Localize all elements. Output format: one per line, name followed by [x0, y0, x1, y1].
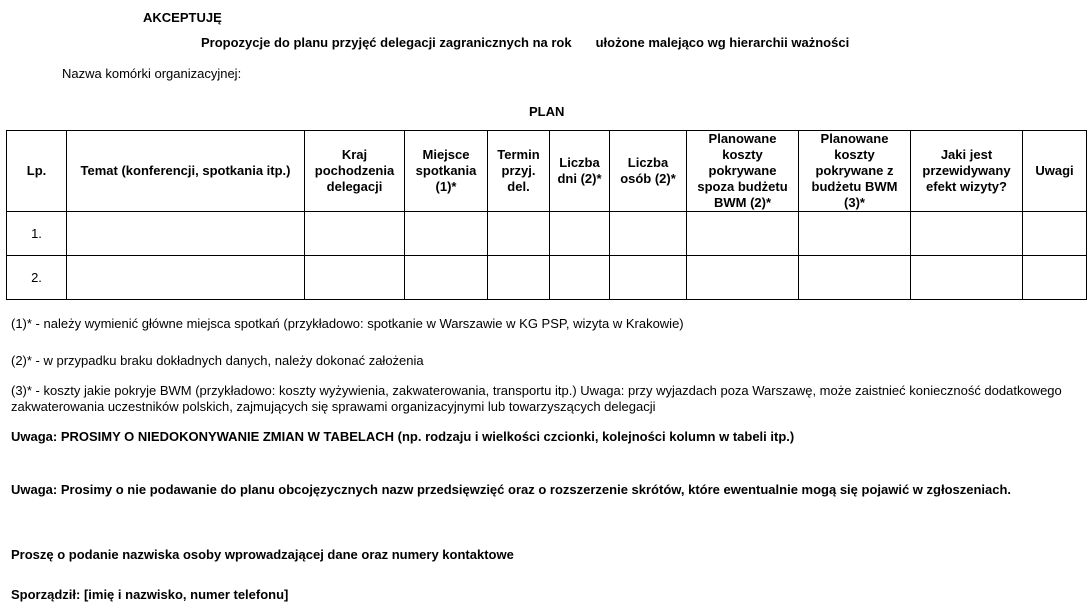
- col-header-lp: Lp.: [7, 131, 67, 212]
- footnote-2: (2)* - w przypadku braku dokładnych danych, należy dokonać założenia: [11, 353, 424, 368]
- footnote-3: (3)* - koszty jakie pokryje BWM (przykładowo: koszty wyżywienia, zakwaterowania, transportu itp.) Uwaga: przy wyjazdach poza Warszawę, może zaistnieć konieczność dodatkowego zakwaterowania uczestników polskich, zajmujących się sprawami organizacyjnymi lub towarzyszących delegacji: [11, 383, 1062, 414]
- cell-effect[interactable]: [911, 256, 1023, 300]
- cell-days[interactable]: [550, 212, 610, 256]
- table-header-row: [7, 131, 1087, 212]
- cell-date[interactable]: [488, 212, 550, 256]
- cell-topic[interactable]: [67, 256, 305, 300]
- table-row: [7, 256, 1087, 300]
- cell-country[interactable]: [305, 212, 405, 256]
- col-header-place: Miejsce spotkania (1)*: [405, 131, 488, 212]
- col-header-remarks: Uwagi: [1023, 131, 1087, 212]
- document-subtitle: [201, 35, 849, 50]
- col-header-persons: Liczba osób (2)*: [610, 131, 687, 212]
- cell-remarks[interactable]: [1023, 212, 1087, 256]
- col-header-days: Liczba dni (2)*: [550, 131, 610, 212]
- cell-costs-outside[interactable]: [687, 256, 799, 300]
- warning-no-foreign-names: Uwaga: Prosimy o nie podawanie do planu obcojęzycznych nazw przedsięwzięć oraz o rozszerzenie skrótów, które ewentualnie mogą się pojawić w zgłoszeniach.: [11, 482, 1012, 497]
- cell-place[interactable]: [405, 256, 488, 300]
- cell-persons[interactable]: [610, 256, 687, 300]
- col-header-costs-outside: Planowane koszty pokrywane spoza budżetu BWM (2)*: [687, 131, 799, 212]
- cell-costs-bwm[interactable]: [799, 256, 911, 300]
- cell-effect[interactable]: [911, 212, 1023, 256]
- plan-table: [6, 130, 1087, 300]
- accept-label: AKCEPTUJĘ: [143, 10, 222, 25]
- col-header-country: Kraj pochodzenia delegacji: [305, 131, 405, 212]
- subtitle-right: ułożone malejąco wg hierarchii ważności: [595, 35, 850, 50]
- col-header-costs-bwm: Planowane koszty pokrywane z budżetu BWM (3)*: [799, 131, 911, 212]
- cell-date[interactable]: [488, 256, 550, 300]
- footnote-1: (1)* - należy wymienić główne miejsca spotkań (przykładowo: spotkanie w Warszawie w KG PSP, wizyta w Krakowie): [11, 316, 684, 331]
- col-header-date: Termin przyj. del.: [488, 131, 550, 212]
- cell-remarks[interactable]: [1023, 256, 1087, 300]
- col-header-effect: Jaki jest przewidywany efekt wizyty?: [911, 131, 1023, 212]
- cell-days[interactable]: [550, 256, 610, 300]
- cell-persons[interactable]: [610, 212, 687, 256]
- cell-costs-bwm[interactable]: [799, 212, 911, 256]
- col-header-topic: Temat (konferencji, spotkania itp.): [67, 131, 305, 212]
- cell-country[interactable]: [305, 256, 405, 300]
- cell-costs-outside[interactable]: [687, 212, 799, 256]
- prepared-by: Sporządził: [imię i nazwisko, numer telefonu]: [11, 587, 289, 602]
- plan-title: PLAN: [529, 104, 565, 119]
- cell-topic[interactable]: [67, 212, 305, 256]
- table-row: [7, 212, 1087, 256]
- cell-lp: 1.: [7, 212, 67, 256]
- contact-request: Proszę o podanie nazwiska osoby wprowadzającej dane oraz numery kontaktowe: [11, 547, 514, 562]
- warning-no-table-changes: Uwaga: PROSIMY O NIEDOKONYWANIE ZMIAN W TABELACH (np. rodzaju i wielkości czcionki, kolejności kolumn w tabeli itp.): [11, 429, 795, 444]
- cell-place[interactable]: [405, 212, 488, 256]
- subtitle-left: Propozycje do planu przyjęć delegacji zagranicznych na rok: [201, 35, 572, 50]
- unit-name-label: Nazwa komórki organizacyjnej:: [62, 66, 242, 81]
- cell-lp: 2.: [7, 256, 67, 300]
